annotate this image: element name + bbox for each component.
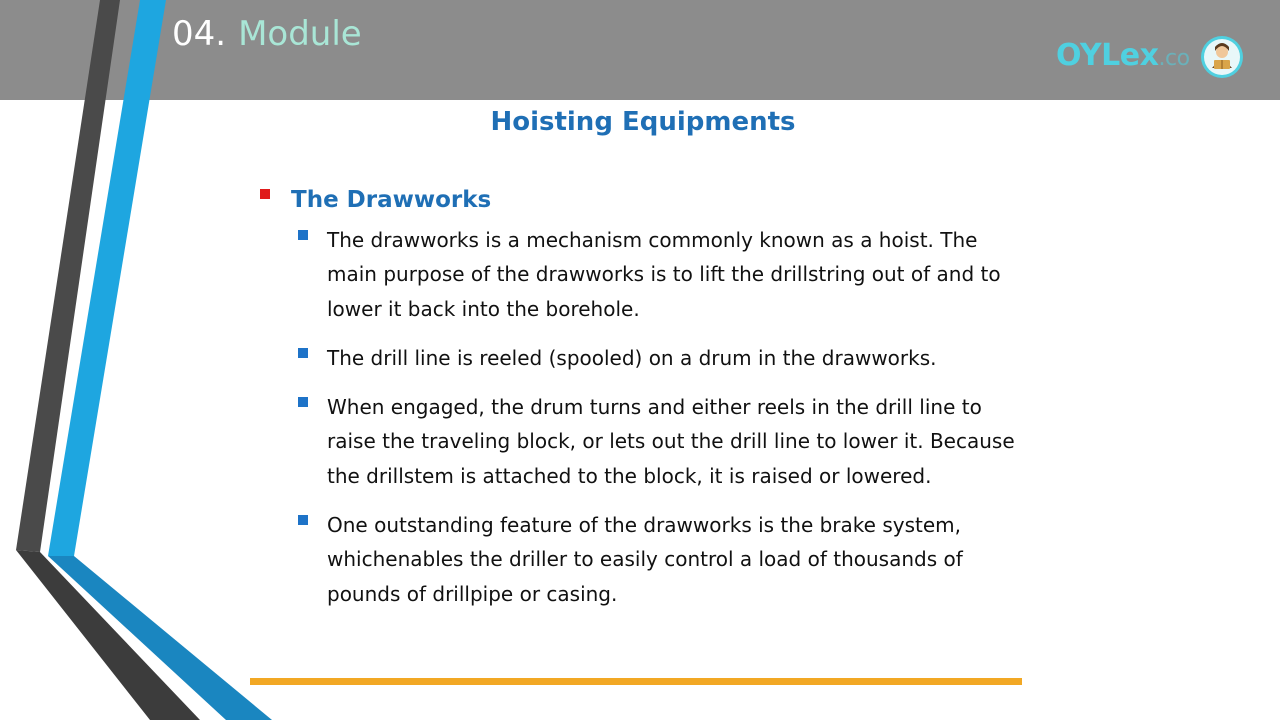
list-item <box>298 508 1017 611</box>
list-item <box>298 341 1017 375</box>
bullet-text: When engaged, the drum turns and either reels in the drill line to raise the traveling block, or lets out the drill line to lower it. Because the drillstem is attached to the block, it is raised or lowered. <box>327 395 1015 488</box>
square-bullet-icon <box>260 189 270 199</box>
footer-divider <box>250 678 1022 685</box>
slide-title: Hoisting Equipments <box>490 107 796 137</box>
module-label: Module <box>238 14 362 54</box>
square-bullet-icon <box>298 230 308 240</box>
brand-logo[interactable] <box>1056 32 1244 82</box>
list-item <box>298 223 1017 326</box>
square-bullet-icon <box>298 397 308 407</box>
module-number: 04. <box>172 14 227 54</box>
logo-text <box>1056 36 1190 79</box>
logo-suffix-text: .co <box>1158 45 1190 71</box>
reading-person-avatar-icon <box>1200 35 1244 79</box>
bullet-list <box>260 223 1040 611</box>
module-title <box>172 12 362 56</box>
bullet-text: The drawworks is a mechanism commonly known as a hoist. The main purpose of the drawworks is to lift the drillstring out of and to lower it back into the borehole. <box>327 228 1001 321</box>
section-heading-text: The Drawworks <box>291 187 492 213</box>
section-heading <box>260 183 1040 217</box>
content-section <box>260 183 1040 626</box>
logo-main-text: OYLex <box>1056 37 1159 73</box>
bullet-text: The drill line is reeled (spooled) on a drum in the drawworks. <box>327 345 937 370</box>
list-item <box>298 390 1017 493</box>
bullet-text: One outstanding feature of the drawworks is the brake system, whichenables the driller to easily control a load of thousands of pounds of drillpipe or casing. <box>327 513 963 606</box>
square-bullet-icon <box>298 348 308 358</box>
square-bullet-icon <box>298 515 308 525</box>
